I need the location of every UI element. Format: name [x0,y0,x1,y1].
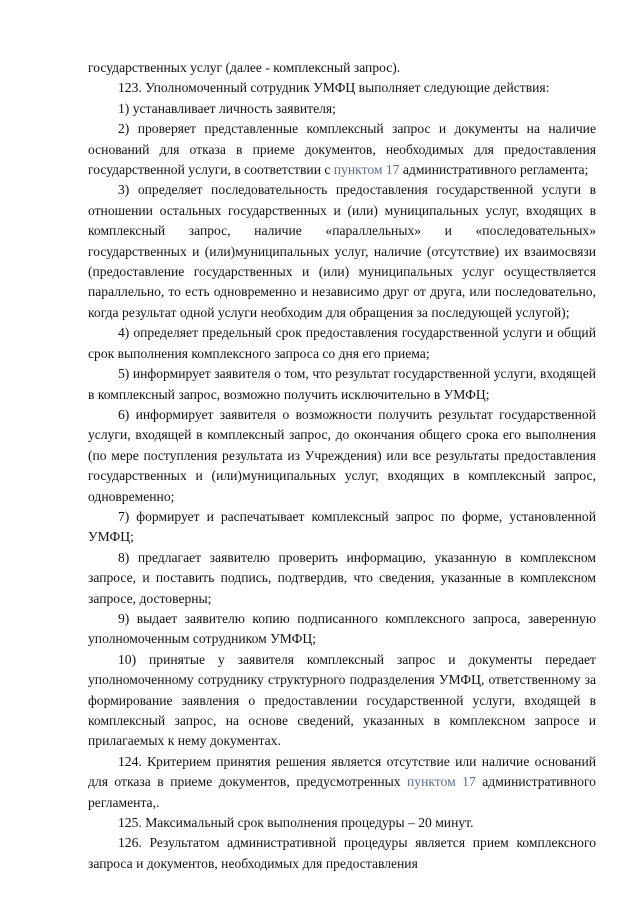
list-item-1 [88,99,596,119]
list-item-7 [88,507,596,548]
paragraph-124 [88,752,596,813]
text-fragment: 123. Уполномоченный сотрудник УМФЦ выполняет следующие действия: [118,80,550,96]
text-fragment: 9) выдает заявителю копию подписанного комплексного запроса, заверенную уполномоченным сотрудником УМФЦ; [88,610,596,647]
list-item-2 [88,119,596,180]
text-fragment: 6) информирует заявителя о возможности получить результат государственной услуги, входящей в комплексный запрос, до окончания общего срока его выполнения (по мере поступления результата из Учреждения) или все результаты предоставления государственных и (или)муниципальных услуг, входящих в комплексный запрос, одновременно; [88,406,596,504]
list-item-3 [88,180,596,323]
list-item-9 [88,609,596,650]
list-item-8 [88,548,596,609]
document-page [88,58,596,874]
text-fragment: 125. Максимальный срок выполнения процедуры – 20 минут. [118,815,474,831]
text-fragment: 126. Результатом административной процедуры является прием комплексного запроса и документов, необходимых для предоставления [88,835,596,871]
text-fragment: административного регламента,. [88,774,596,810]
text-fragment: 3) определяет последовательность предоставления государственной услуги в отношении остальных государственных и (или) муниципальных услуг, входящих в комплексный запрос, наличие «параллельных» и «последовательных» государственных и (или)муниципальных услуг, наличие (отсутствие) их взаимосвязи (предоставление государственных и (или) муниципальных услуг осуществляется параллельно, то есть одновременно и независимо друг от друга, или последовательно, когда результат одной услуги необходим для обращения за последующей услугой); [88,182,596,320]
paragraph-123 [88,78,596,98]
paragraph-continuation [88,58,596,78]
point-17-link[interactable]: пунктом 17 [333,162,400,178]
list-item-6 [88,405,596,507]
text-fragment: 7) формирует и распечатывает комплексный запрос по форме, установленной УМФЦ; [88,508,596,545]
point-17-link[interactable]: пунктом 17 [407,774,476,790]
text-fragment: государственных услуг (далее - комплексный запрос). [88,60,401,75]
paragraph-125 [88,813,596,833]
text-fragment: 10) принятые у заявителя комплексный запрос и документы передает уполномоченному сотруднику структурного подразделения УМФЦ, ответственному за формирование заявления о предоставлении государственной услуги, входящей в комплексный запрос, на основе сведений, указанных в комплексном запросе и прилагаемых к нему документах. [88,651,596,749]
text-fragment: административного регламента; [399,162,589,178]
text-fragment: 5) информирует заявителя о том, что результат государственной услуги, входящей в комплексный запрос, возможно получить исключительно в УМФЦ; [88,366,596,402]
text-fragment: 8) предлагает заявителю проверить информацию, указанную в комплексном запросе, и поставить подпись, подтвердив, что сведения, указанные в комплексном запросе, достоверны; [88,549,596,606]
list-item-5 [88,364,596,405]
paragraph-126 [88,833,596,874]
text-fragment: 2) проверяет представленные комплексный запрос и документы на наличие оснований для отказа в приеме документов, необходимых для предоставления государственной услуги, в соответствии с [88,121,596,178]
text-fragment: 4) определяет предельный срок предоставления государственной услуги и общий срок выполнения комплексного запроса со дня его приема; [88,325,596,361]
list-item-10 [88,650,596,752]
text-fragment: 124. Критерием принятия решения является отсутствие или наличие оснований для отказа в приеме документов, предусмотренных [88,753,596,790]
text-fragment: 1) устанавливает личность заявителя; [118,100,336,116]
list-item-4 [88,323,596,364]
